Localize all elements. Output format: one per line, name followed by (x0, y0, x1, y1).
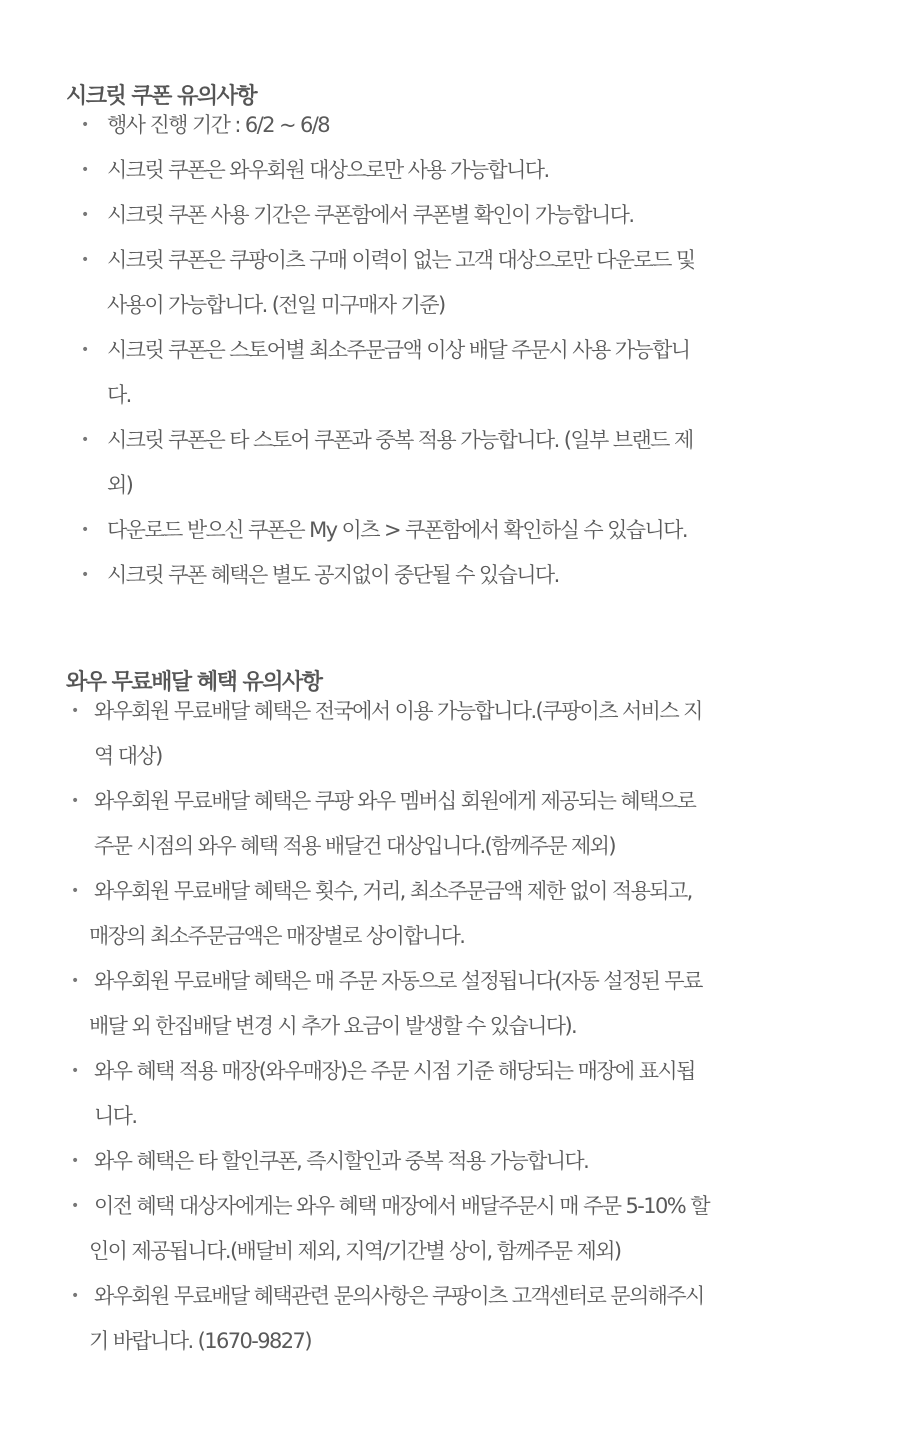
notice-text-continued: 기 바랍니다. (1670-9827) (89, 1329, 311, 1353)
notice-item (0, 103, 900, 148)
notice-text: 와우회원 무료배달 혜택은 전국에서 이용 가능합니다.(쿠팡이츠 서비스 지 (94, 699, 702, 723)
notice-item (0, 418, 900, 508)
notice-text: 시크릿 쿠폰은 와우회원 대상으로만 사용 가능합니다. (107, 158, 549, 182)
notice-text-continued: 니다. (94, 1104, 137, 1128)
bullet-icon: • (81, 162, 88, 178)
notice-item (0, 869, 900, 959)
bullet-icon: • (81, 432, 88, 448)
notice-text: 시크릿 쿠폰 혜택은 별도 공지없이 중단될 수 있습니다. (107, 563, 559, 587)
notice-text: 와우회원 무료배달 혜택은 매 주문 자동으로 설정됩니다(자동 설정된 무료 (94, 969, 702, 993)
notice-item (0, 959, 900, 1049)
bullet-icon: • (81, 567, 88, 583)
bullet-icon: • (71, 703, 78, 719)
notice-text-continued: 다. (107, 383, 131, 407)
notice-item (0, 193, 900, 238)
notice-item (0, 1139, 900, 1184)
secret-coupon-notice-list (0, 103, 900, 598)
notice-item (0, 238, 900, 328)
notice-item (0, 508, 900, 553)
notice-text-continued: 매장의 최소주문금액은 매장별로 상이합니다. (89, 924, 465, 948)
bullet-icon: • (71, 793, 78, 809)
notice-text: 와우 혜택은 타 할인쿠폰, 즉시할인과 중복 적용 가능합니다. (94, 1149, 589, 1173)
notice-text-continued: 사용이 가능합니다. (전일 미구매자 기준) (107, 293, 445, 317)
bullet-icon: • (71, 1063, 78, 1079)
notice-text: 와우회원 무료배달 혜택은 횟수, 거리, 최소주문금액 제한 없이 적용되고, (94, 879, 692, 903)
bullet-icon: • (81, 342, 88, 358)
notice-text: 행사 진행 기간 : 6/2 ~ 6/8 (107, 113, 330, 137)
notice-text-continued: 배달 외 한집배달 변경 시 추가 요금이 발생할 수 있습니다). (89, 1014, 577, 1038)
notice-text: 시크릿 쿠폰은 스토어별 최소주문금액 이상 배달 주문시 사용 가능합니 (107, 338, 690, 362)
bullet-icon: • (71, 1198, 78, 1214)
notice-text-continued: 역 대상) (94, 744, 162, 768)
notice-item (0, 148, 900, 193)
bullet-icon: • (81, 522, 88, 538)
notice-item (0, 1274, 900, 1364)
notice-text-continued: 외) (107, 473, 133, 497)
bullet-icon: • (71, 1288, 78, 1304)
notice-item (0, 689, 900, 779)
bullet-icon: • (81, 207, 88, 223)
notice-item (0, 1049, 900, 1139)
wow-free-delivery-notice-title: 와우 무료배달 혜택 유의사항 (66, 670, 322, 696)
notice-text: 와우회원 무료배달 혜택은 쿠팡 와우 멤버십 회원에게 제공되는 혜택으로 (94, 789, 696, 813)
notice-text-continued: 주문 시점의 와우 혜택 적용 배달건 대상입니다.(함께주문 제외) (94, 834, 615, 858)
notice-item (0, 1184, 900, 1274)
notice-item (0, 553, 900, 598)
bullet-icon: • (81, 117, 88, 133)
notice-text: 시크릿 쿠폰은 쿠팡이츠 구매 이력이 없는 고객 대상으로만 다운로드 및 (107, 248, 695, 272)
notice-item (0, 779, 900, 869)
wow-free-delivery-notice-list (0, 689, 900, 1364)
notice-text: 다운로드 받으신 쿠폰은 My 이츠 > 쿠폰함에서 확인하실 수 있습니다. (107, 518, 687, 542)
notice-text: 시크릿 쿠폰 사용 기간은 쿠폰함에서 쿠폰별 확인이 가능합니다. (107, 203, 634, 227)
bullet-icon: • (71, 1153, 78, 1169)
notice-text-continued: 인이 제공됩니다.(배달비 제외, 지역/기간별 상이, 함께주문 제외) (89, 1239, 621, 1263)
notice-text: 와우 혜택 적용 매장(와우매장)은 주문 시점 기준 해당되는 매장에 표시됩 (94, 1059, 695, 1083)
bullet-icon: • (81, 252, 88, 268)
bullet-icon: • (71, 973, 78, 989)
notice-text: 이전 혜택 대상자에게는 와우 혜택 매장에서 배달주문시 매 주문 5-10% 할 (94, 1194, 709, 1218)
notice-text: 시크릿 쿠폰은 타 스토어 쿠폰과 중복 적용 가능합니다. (일부 브랜드 제 (107, 428, 693, 452)
secret-coupon-notice-title: 시크릿 쿠폰 유의사항 (66, 84, 257, 110)
notice-item (0, 328, 900, 418)
notice-text: 와우회원 무료배달 혜택관련 문의사항은 쿠팡이츠 고객센터로 문의해주시 (94, 1284, 704, 1308)
bullet-icon: • (71, 883, 78, 899)
